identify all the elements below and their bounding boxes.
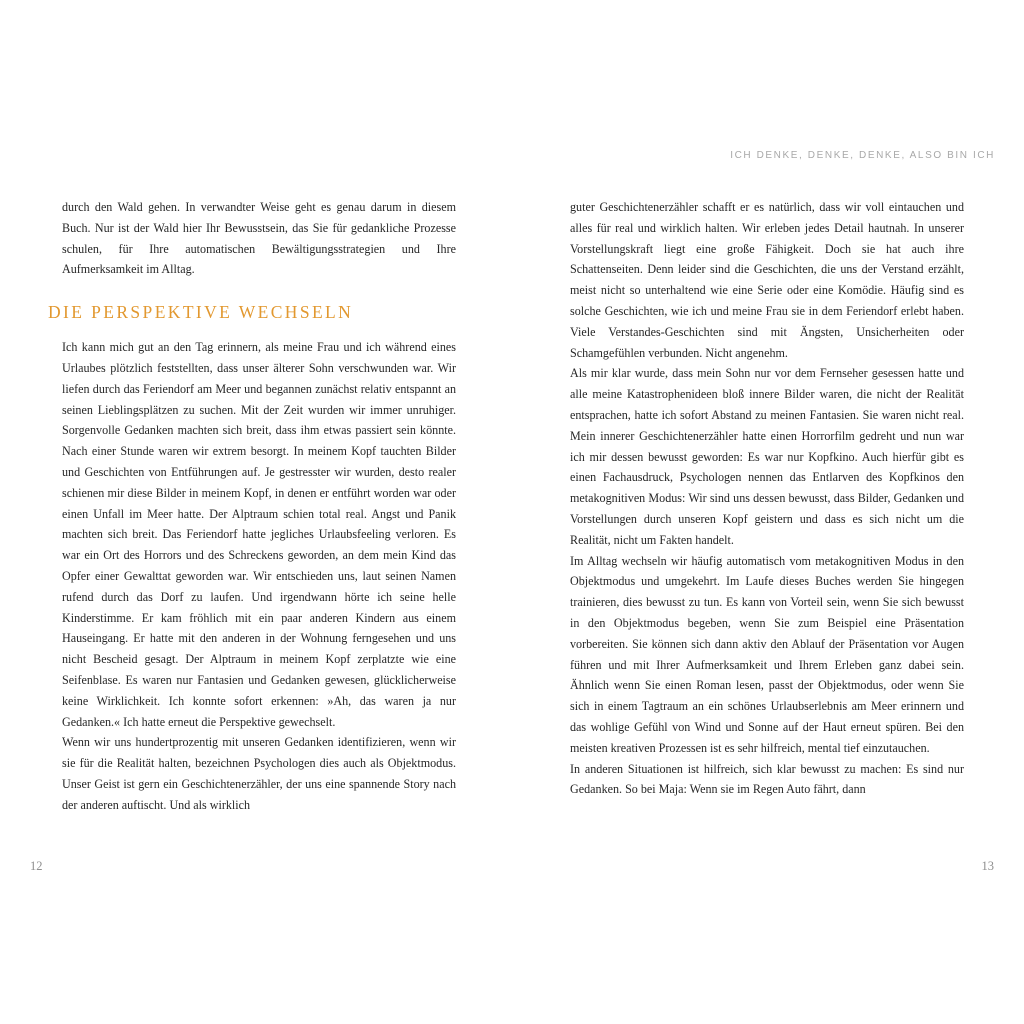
paragraph: Wenn wir uns hundertprozentig mit unseren Gedanken identifizieren, wenn wir sie für die Realität halten, bezeichnen Psychologen dies auch als Objektmodus. Unser Geist ist gern ein Geschichtenerzähler, der uns eine spannende Story nach der anderen auftischt. Und als wirklich (62, 735, 456, 812)
paragraph: Im Alltag wechseln wir häufig automatisch vom metakognitiven Modus in den Objektmodus und umgekehrt. Im Laufe dieses Buches werden Sie hingegen trainieren, dies bewusst zu tun. Es kann von Vorteil sein, wenn Sie sich bewusst in den Objektmodus begeben, wenn Sie zum Beispiel eine Präsentation vorbereiten. Sie können sich dann aktiv den Ablauf der Präsentation vor Augen führen und mit Ihrer Aufmerksamkeit und Ihrem Erleben ganz dabei sein. Ähnlich wenn Sie einen Roman lesen, passt der Objektmodus, oder wenn Sie sich in einem Tagtraum an ein schönes Urlaubserlebnis am Meer erinnern und das wohlige Gefühl von Wind und Sonne auf der Haut erneut spüren. Bei den meisten kreativen Prozessen ist es sehr hilfreich, mental tief einzutauchen. (570, 553, 964, 755)
section-heading: DIE PERSPEKTIVE WECHSELN (48, 302, 354, 323)
left-page-text-column (48, 197, 456, 816)
right-page-body (570, 197, 964, 800)
paragraph: guter Geschichtenerzähler schafft er es natürlich, dass wir voll eintauchen und alles für real und wirklich halten. Wir erleben jedes Detail hautnah. In unserer Vorstellungskraft liegt eine große Fähigkeit. Doch sie hat auch ihre Schattenseiten. Denn leider sind die Geschichten, die uns der Verstand erzählt, meist nicht so unterhaltend wie eine Serie oder eine Komödie. Häufig sind es solche Geschichten, wie ich und meine Frau sie in dem Feriendorf erlebt haben. Viele Verstandes-Geschichten sind mit Ängsten, Unsicherheiten oder Schamgefühlen verbunden. Nicht angenehm. (570, 200, 964, 360)
paragraph: durch den Wald gehen. In verwandter Weise geht es genau darum in diesem Buch. Nur ist der Wald hier Ihr Bewusstsein, das Sie für gedankliche Prozesse schulen, für Ihre automatischen Bewältigungsstrategien und Ihre Aufmerksamkeit im Alltag. (62, 200, 456, 277)
left-page-intro (62, 197, 456, 280)
page-number-right: 13 (981, 859, 994, 873)
paragraph: Als mir klar wurde, dass mein Sohn nur vor dem Fernseher gesessen hatte und alle meine Katastrophenideen bloß innere Bilder waren, die nicht der Realität entsprachen, hatte ich sofort Abstand zu meinen Fantasien. Sie waren nicht real. Mein innerer Geschichtenerzähler hatte einen Horrorfilm gedreht und nun war ich mir dessen bewusst geworden: Es war nur Kopfkino. Auch hierfür gibt es einen Fachausdruck, Psychologen nennen das Entlarven des Kopfkinos den metakognitiven Modus: Wir sind uns dessen bewusst, dass Bilder, Gedanken und Vorstellungen durch unseren Kopf geistern und dass es sich nicht um die Realität, nicht um Fakten handelt. (570, 366, 964, 547)
right-page-text-column (570, 197, 964, 800)
paragraph: In anderen Situationen ist hilfreich, sich klar bewusst zu machen: Es sind nur Gedanken. So bei Maja: Wenn sie im Regen Auto fährt, dann (570, 761, 964, 797)
paragraph: Ich kann mich gut an den Tag erinnern, als meine Frau und ich während eines Urlaubes plötzlich feststellten, dass unser älterer Sohn verschwunden war. Wir liefen durch das Feriendorf am Meer und begannen zunächst relativ entspannt an seinen Lieblingsplätzen zu suchen. Mit der Zeit wurden wir immer unruhiger. Sorgenvolle Gedanken machten sich breit, dass ihm etwas passiert sein könnte. Nach einer Stunde waren wir extrem besorgt. In meinem Kopf tauchten Bilder und Geschichten von Entführungen auf. Je gestresster wir wurden, desto realer schienen mir diese Bilder in meinem Kopf, in denen er entführt worden war oder einen Unfall im Meer hatte. Der Alptraum schien total real. Angst und Panik machten sich breit. Das Feriendorf hatte jegliches Urlaubsfeeling verloren. Es war ein Ort des Horrors und des Schreckens geworden, an dem mein Kind das Opfer einer Gewalttat geworden war. Wir entschieden uns, laut seinen Namen rufend durch das Dorf zu laufen. Und irgendwann hörte ich seine helle Kinderstimme. Er kam fröhlich mit ein paar anderen Kindern aus einem Hauseingang. Er hatte mit den anderen in der Wohnung ferngesehen und uns nicht Bescheid gesagt. Der Alptraum in meinem Kopf zerplatzte wie eine Seifenblase. Es waren nur Fantasien und Gedanken gewesen, glücklicherweise keine Wirklichkeit. Ich konnte sofort erkennen: »Ah, das waren ja nur Gedanken.« Ich hatte erneut die Perspektive gewechselt. (62, 340, 456, 729)
left-page-body (62, 337, 456, 815)
running-header: ICH DENKE, DENKE, DENKE, ALSO BIN ICH (730, 150, 995, 161)
page-number-left: 12 (30, 859, 43, 873)
